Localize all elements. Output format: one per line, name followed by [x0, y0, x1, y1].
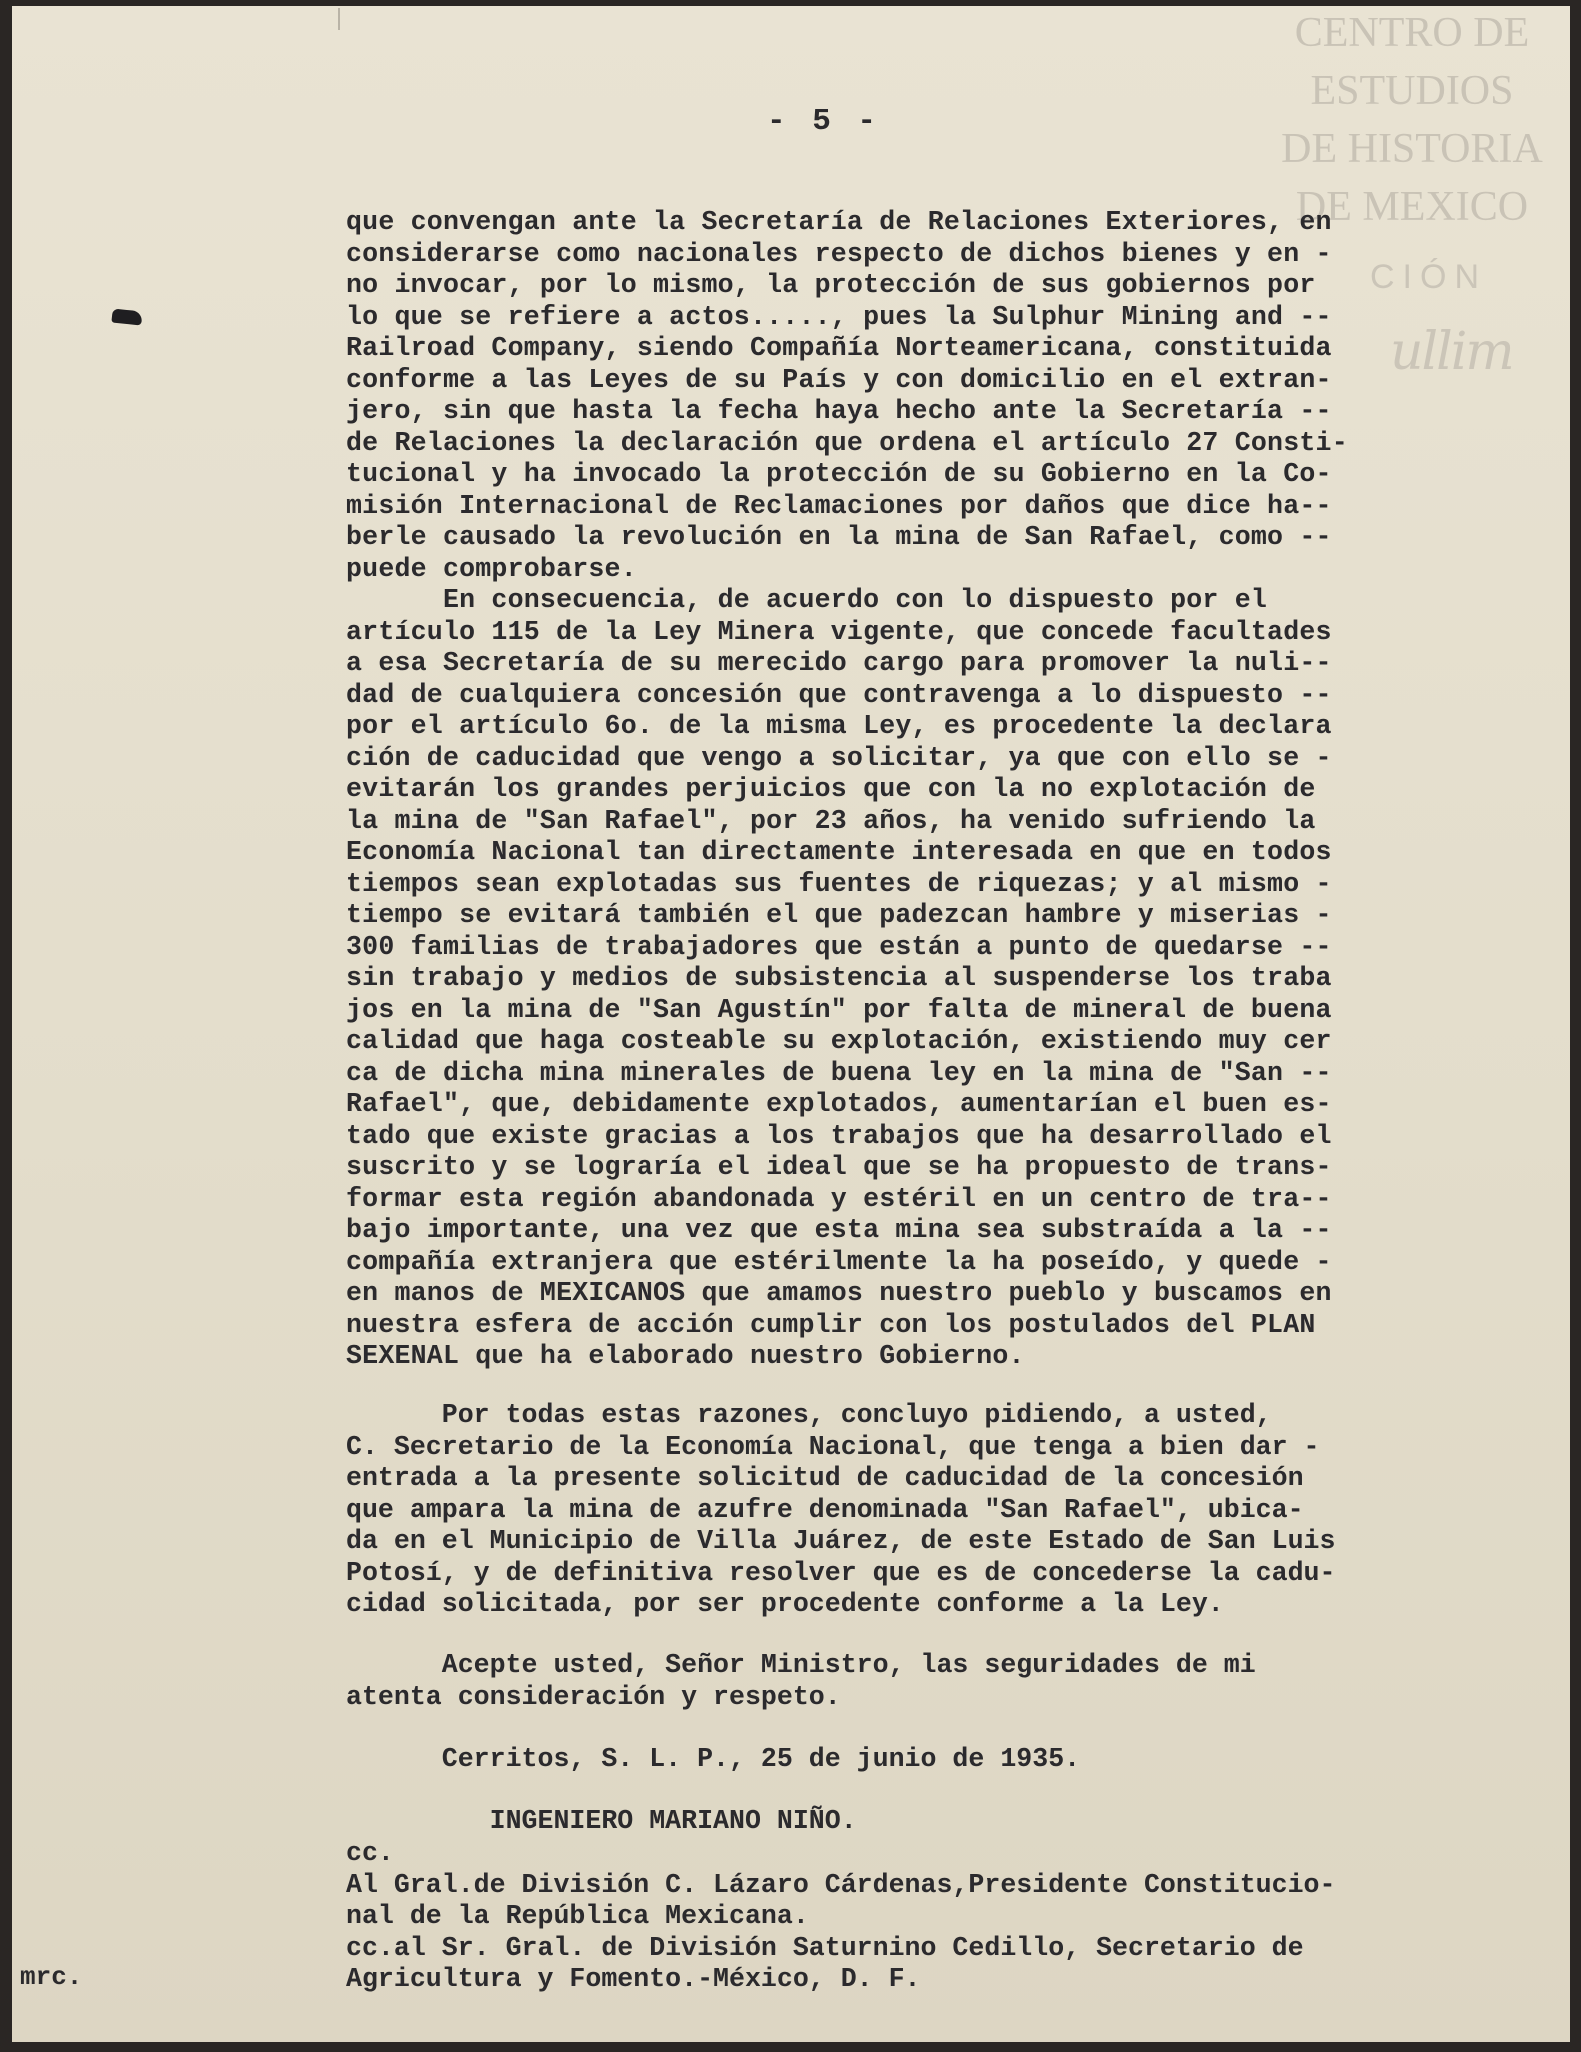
- body-line: formar esta región abandonada y estéril en un centro de tra--: [346, 1183, 1332, 1214]
- conclusion-line: Potosí, y de definitiva resolver que es de concederse la cadu-: [346, 1557, 1336, 1588]
- body-line: calidad que haga costeable su explotación, existiendo muy cer: [346, 1026, 1332, 1056]
- watermark-fundacion: CIÓN: [1370, 258, 1487, 296]
- cc-line: Agricultura y Fomento.-México, D. F.: [346, 1964, 921, 1994]
- conclusion-line: C. Secretario de la Economía Nacional, que tenga a bien dar -: [346, 1431, 1320, 1462]
- letter-body: [346, 207, 1496, 1373]
- conclusion-line: que ampara la mina de azufre denominada "San Rafael", ubica-: [346, 1494, 1304, 1525]
- regards-line: atenta consideración y respeto.: [346, 1681, 841, 1712]
- body-line: conforme a las Leyes de su País y con domicilio en el extran-: [346, 364, 1332, 395]
- body-line: tucional y ha invocado la protección de su Gobierno en la Co-: [346, 459, 1332, 489]
- body-line: 300 familias de trabajadores que están a punto de quedarse --: [346, 931, 1332, 962]
- body-line: evitarán los grandes perjuicios que con la no explotación de: [346, 774, 1316, 804]
- typist-initials: mrc.: [20, 1962, 83, 1992]
- conclusion-line: cidad solicitada, por ser procedente conforme a la Ley.: [346, 1589, 1224, 1619]
- body-line: que convengan ante la Secretaría de Relaciones Exteriores, en: [346, 207, 1332, 237]
- regards-paragraph: [346, 1650, 1496, 1713]
- watermark-line: DE MEXICO: [1295, 184, 1529, 230]
- carbon-copy-list: [346, 1838, 1496, 1996]
- body-line: ca de dicha mina minerales de buena ley en la mina de "San --: [346, 1057, 1332, 1088]
- conclusion-line: da en el Municipio de Villa Juárez, de este Estado de San Luis: [346, 1526, 1336, 1556]
- body-line: la mina de "San Rafael", por 23 años, ha venido sufriendo la: [346, 805, 1316, 836]
- body-line: artículo 115 de la Ley Minera vigente, que concede facultades: [346, 616, 1332, 647]
- signatory-name: INGENIERO MARIANO NIÑO.: [346, 1806, 857, 1836]
- body-line: en manos de MEXICANOS que amamos nuestro pueblo y buscamos en: [346, 1278, 1332, 1308]
- body-line: puede comprobarse.: [346, 553, 637, 584]
- body-line: bajo importante, una vez que esta mina sea substraída a la --: [346, 1215, 1332, 1245]
- body-line: tado que existe gracias a los trabajos que ha desarrollado el: [346, 1120, 1332, 1151]
- place-date: Cerritos, S. L. P., 25 de junio de 1935.: [346, 1744, 1081, 1774]
- cc-line: Al Gral.de División C. Lázaro Cárdenas,Presidente Constitucio-: [346, 1869, 1336, 1900]
- watermark-line: DE HISTORIA: [1281, 126, 1543, 172]
- cc-line: cc.al Sr. Gral. de División Saturnino Cedillo, Secretario de: [346, 1932, 1304, 1963]
- body-line: berle causado la revolución en la mina de San Rafael, como --: [346, 522, 1332, 552]
- regards-line: Acepte usted, Señor Ministro, las seguridades de mi: [346, 1650, 1256, 1680]
- cc-line: cc.: [346, 1838, 394, 1868]
- body-line: lo que se refiere a actos....., pues la Sulphur Mining and --: [346, 301, 1332, 332]
- watermark-signature: ullim: [1390, 322, 1513, 382]
- body-line: jero, sin que hasta la fecha haya hecho ante la Secretaría --: [346, 396, 1332, 426]
- body-line: de Relaciones la declaración que ordena el artículo 27 Consti-: [346, 427, 1348, 458]
- body-line: misión Internacional de Reclamaciones por daños que dice ha--: [346, 490, 1332, 521]
- body-line: a esa Secretaría de su merecido cargo para promover la nuli--: [346, 648, 1332, 678]
- body-line: compañía extranjera que estérilmente la ha poseído, y quede -: [346, 1246, 1332, 1277]
- body-line: Economía Nacional tan directamente interesada en que en todos: [346, 837, 1332, 867]
- watermark-line: CENTRO DE: [1294, 10, 1530, 56]
- body-line: jos en la mina de "San Agustín" por falta de mineral de buena: [346, 994, 1332, 1025]
- body-line: dad de cualquiera concesión que contravenga a lo dispuesto --: [346, 679, 1332, 710]
- body-line: sin trabajo y medios de subsistencia al suspenderse los traba: [346, 963, 1332, 993]
- cc-line: nal de la República Mexicana.: [346, 1901, 809, 1931]
- body-line: ción de caducidad que vengo a solicitar, ya que con ello se -: [346, 742, 1332, 773]
- conclusion-paragraph: [346, 1400, 1496, 1621]
- body-line: SEXENAL que ha elaborado nuestro Gobierno.: [346, 1341, 1025, 1371]
- binding-mark: [338, 8, 340, 30]
- conclusion-line: Por todas estas razones, concluyo pidiendo, a usted,: [346, 1400, 1272, 1430]
- body-line: tiempo se evitará también el que padezcan hambre y miserias -: [346, 900, 1332, 930]
- page-number: - 5 -: [767, 104, 881, 139]
- body-line: considerarse como nacionales respecto de dichos bienes y en -: [346, 238, 1332, 269]
- body-line: suscrito y se lograría el ideal que se ha propuesto de trans-: [346, 1152, 1332, 1182]
- body-line: nuestra esfera de acción cumplir con los postulados del PLAN: [346, 1309, 1316, 1340]
- body-line: no invocar, por lo mismo, la protección de sus gobiernos por: [346, 270, 1316, 300]
- body-line: Railroad Company, siendo Compañía Norteamericana, constituida: [346, 333, 1332, 363]
- conclusion-line: entrada a la presente solicitud de caducidad de la concesión: [346, 1463, 1304, 1493]
- body-line: Rafael", que, debidamente explotados, aumentarían el buen es-: [346, 1089, 1332, 1119]
- body-line: por el artículo 6o. de la misma Ley, es procedente la declara: [346, 711, 1332, 741]
- body-line: tiempos sean explotadas sus fuentes de riquezas; y al mismo -: [346, 868, 1332, 899]
- body-line: En consecuencia, de acuerdo con lo dispuesto por el: [346, 585, 1268, 615]
- watermark-line: ESTUDIOS: [1310, 68, 1514, 114]
- archive-watermark: [1248, 4, 1576, 236]
